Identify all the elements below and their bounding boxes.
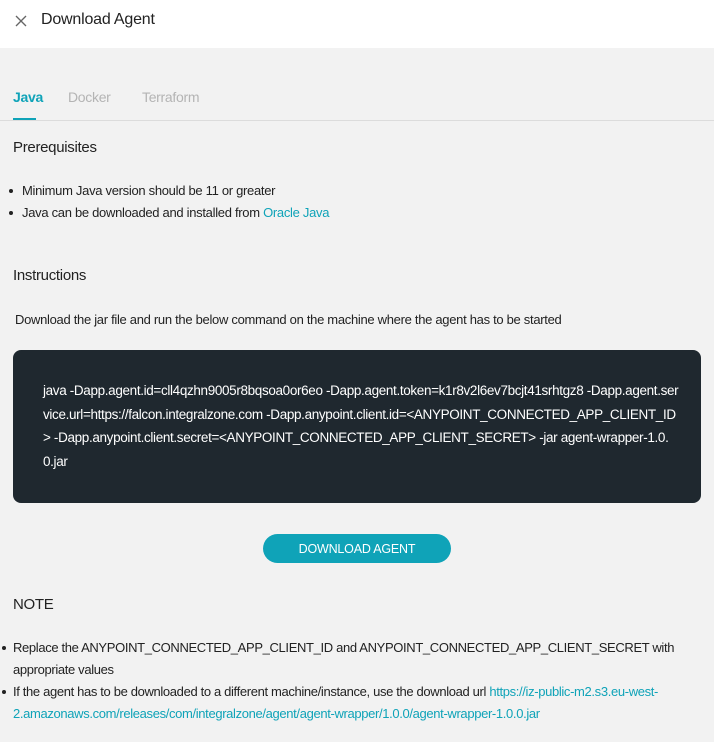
tab-divider bbox=[0, 120, 714, 121]
download-agent-button[interactable]: DOWNLOAD AGENT bbox=[263, 534, 451, 563]
note-list bbox=[13, 637, 703, 725]
oracle-java-link[interactable]: Oracle Java bbox=[263, 205, 330, 220]
list-item: Java can be downloaded and installed from Oracle Java bbox=[22, 202, 329, 224]
download-url-link[interactable]: https://iz-public-m2.s3.eu-west-2.amazonaws.com/releases/com/integralzone/agent/agent-wrapper/1.0.0/agent-wrapper-1.0.0.jar bbox=[13, 684, 659, 721]
tab-docker[interactable]: Docker bbox=[68, 89, 111, 105]
list-item: Minimum Java version should be 11 or greater bbox=[22, 180, 329, 202]
tab-terraform[interactable]: Terraform bbox=[142, 89, 200, 105]
tab-java[interactable]: Java bbox=[13, 89, 43, 105]
list-item: Replace the ANYPOINT_CONNECTED_APP_CLIENT_ID and ANYPOINT_CONNECTED_APP_CLIENT_SECRET with appropriate values bbox=[13, 637, 703, 681]
page-title: Download Agent bbox=[41, 11, 155, 28]
command-code-block bbox=[13, 350, 701, 503]
command-text[interactable]: java -Dapp.agent.id=cll4qzhn9005r8bqsoa0or6eo -Dapp.agent.token=k1r8v2l6ev7bcjt41srhtgz8 -Dapp.agent.service.url=https://falcon.integralzone.com -Dapp.anypoint.client.id=<ANYPOINT_CONNECTED_APP_CLIENT_ID> -Dapp.anypoint.client.secret=<ANYPOINT_CONNECTED_APP_CLIENT_SECRET> -jar agent-wrapper-1.0.0.jar bbox=[43, 383, 679, 469]
instructions-text: Download the jar file and run the below command on the machine where the agent has to be started bbox=[15, 312, 562, 327]
note-heading: NOTE bbox=[13, 596, 54, 613]
prerequisites-heading: Prerequisites bbox=[13, 139, 97, 156]
prerequisites-list bbox=[22, 180, 329, 224]
close-icon[interactable] bbox=[12, 12, 30, 30]
instructions-heading: Instructions bbox=[13, 267, 87, 284]
list-item: If the agent has to be downloaded to a different machine/instance, use the download url https://iz-public-m2.s3.eu-west-2.amazonaws.com/releases/com/integralzone/agent/agent-wrapper/1.0.0/agent-wrapper-1.0.0.jar bbox=[13, 681, 703, 725]
header-bar bbox=[0, 0, 714, 48]
